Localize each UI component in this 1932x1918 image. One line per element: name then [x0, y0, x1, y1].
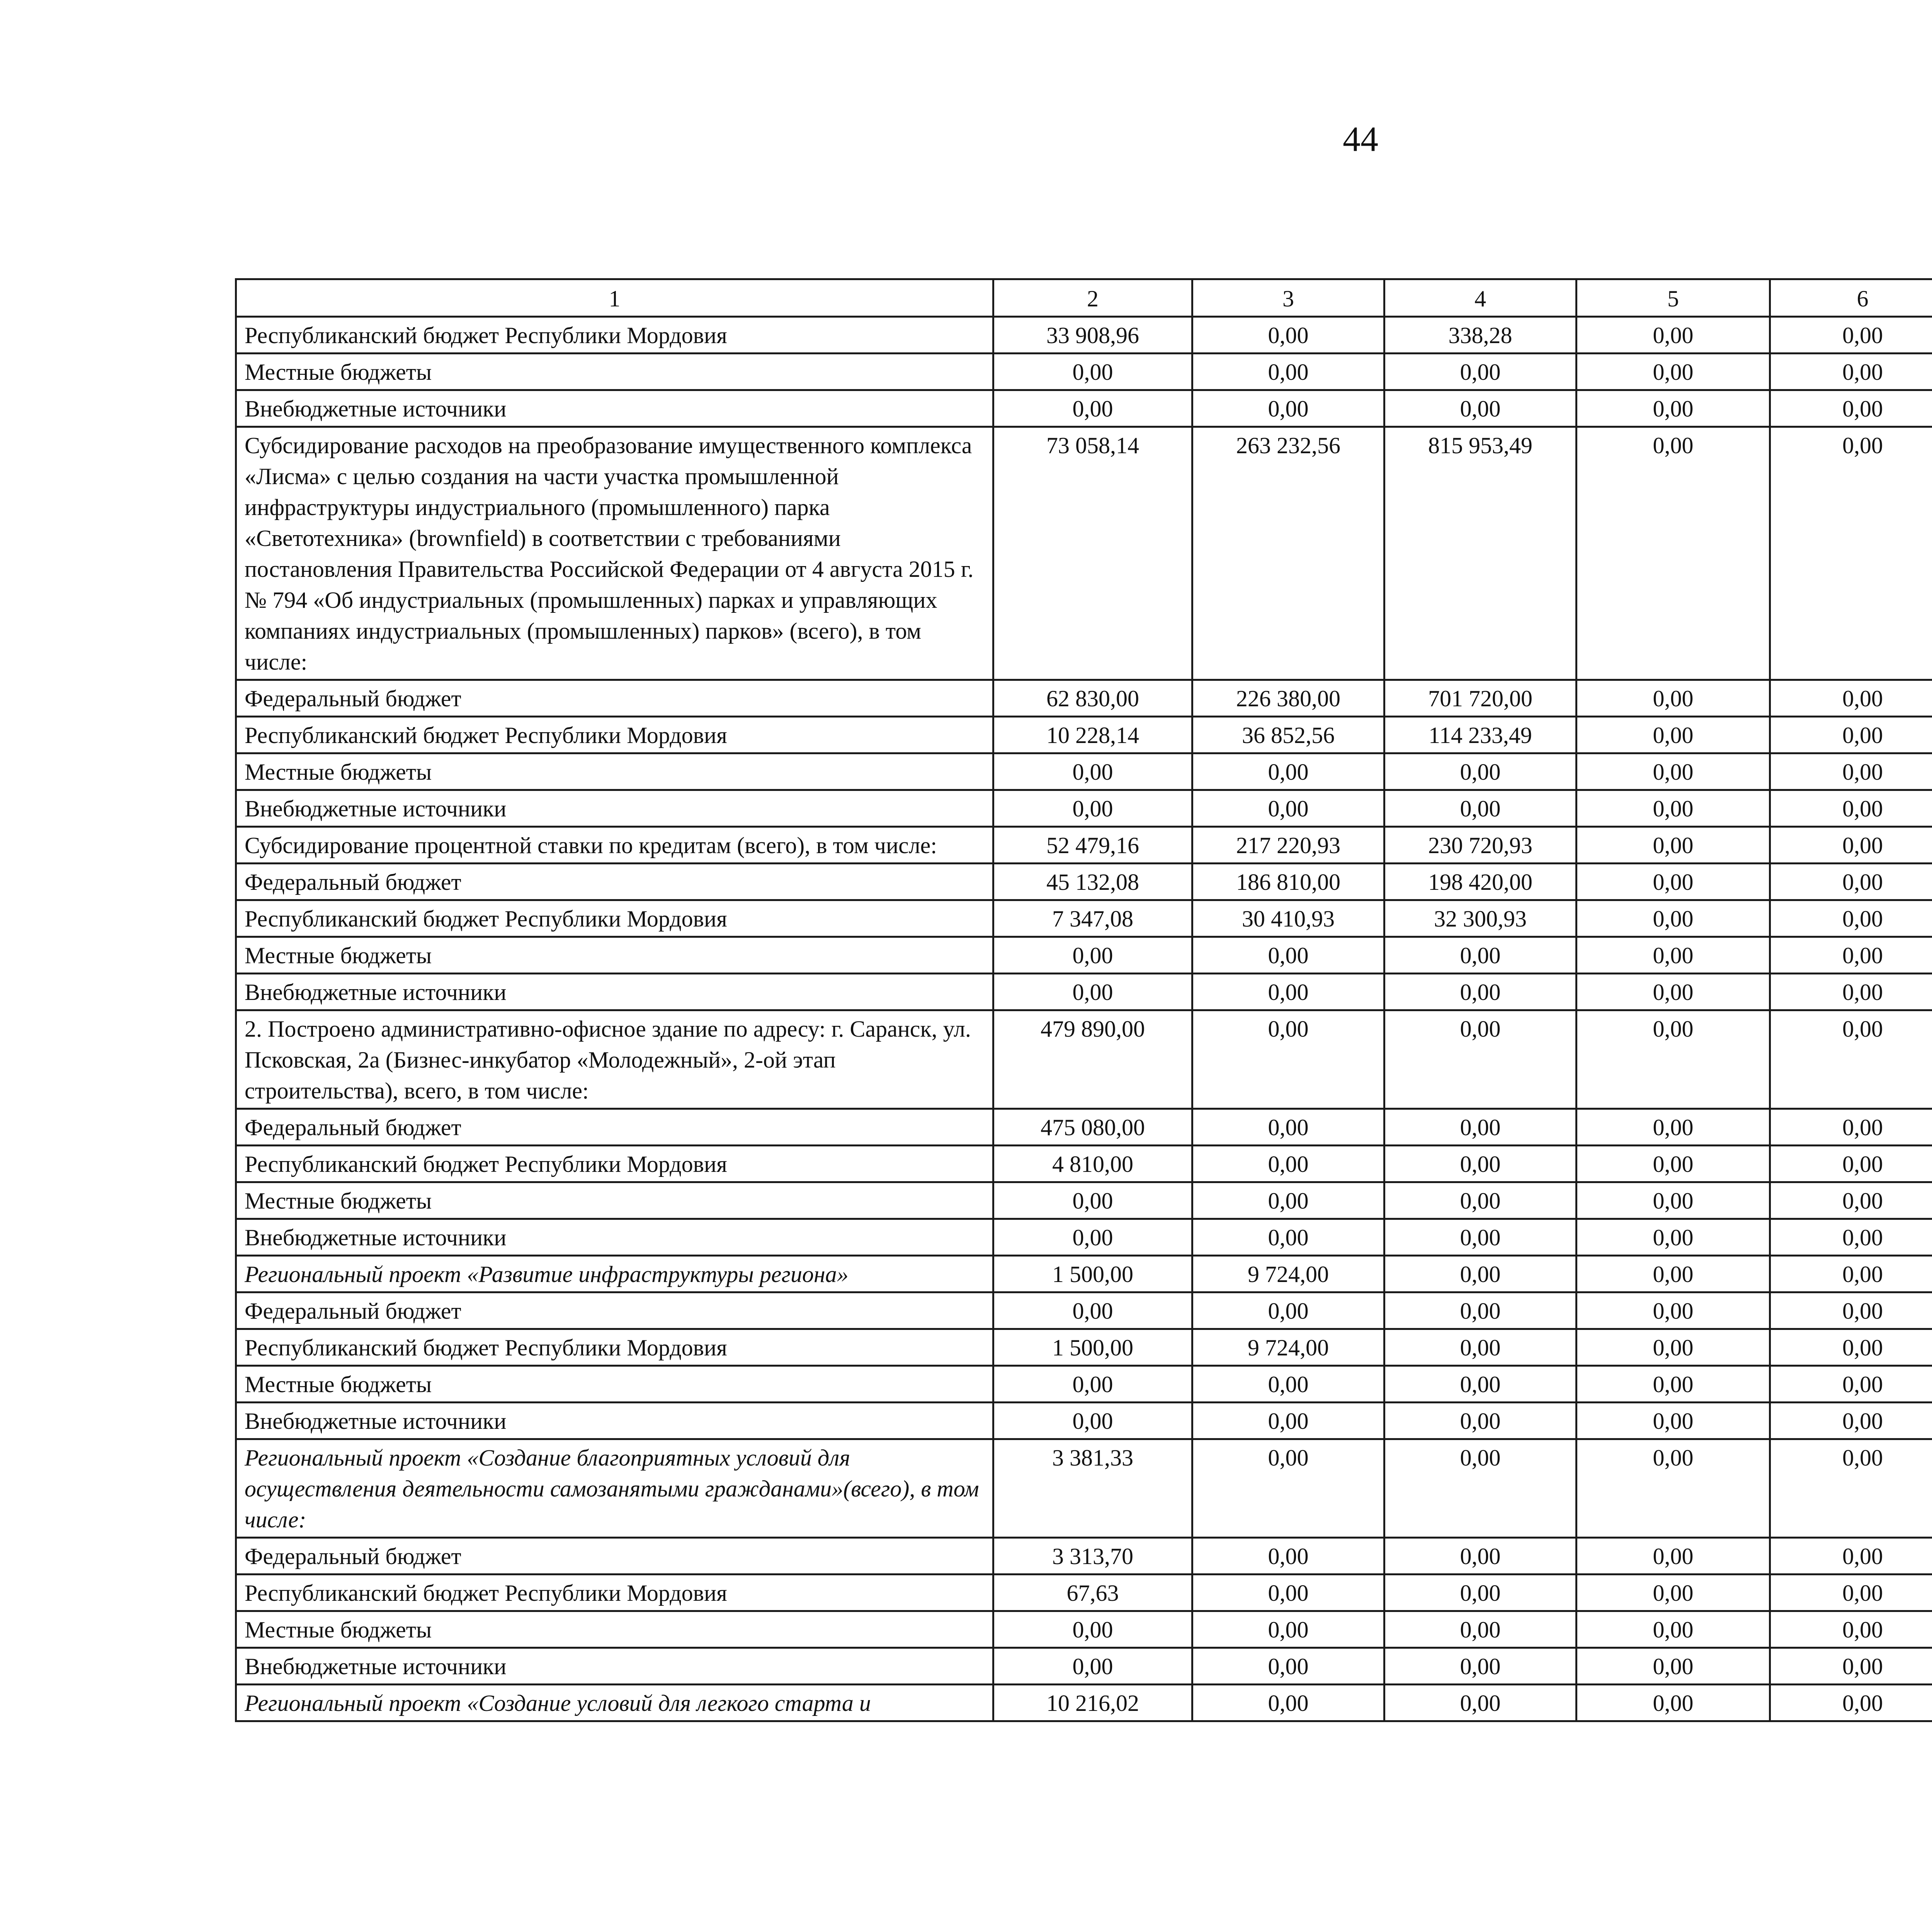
value-cell: 0,00 — [1577, 937, 1770, 974]
value-cell: 0,00 — [1192, 354, 1384, 390]
row-label: Местные бюджеты — [236, 1182, 993, 1219]
value-cell: 0,00 — [1192, 1685, 1384, 1721]
value-cell: 0,00 — [993, 390, 1192, 427]
value-cell: 0,00 — [1577, 827, 1770, 864]
value-cell: 0,00 — [1192, 1219, 1384, 1256]
value-cell: 33 908,96 — [993, 317, 1192, 354]
value-cell: 73 058,14 — [993, 427, 1192, 680]
value-cell: 0,00 — [1384, 1403, 1577, 1439]
value-cell: 0,00 — [1192, 1366, 1384, 1403]
value-cell: 114 233,49 — [1384, 717, 1577, 753]
value-cell: 10 216,02 — [993, 1685, 1192, 1721]
table-row — [236, 354, 1932, 390]
value-cell: 0,00 — [1384, 974, 1577, 1010]
value-cell: 230 720,93 — [1384, 827, 1577, 864]
value-cell: 0,00 — [1192, 974, 1384, 1010]
value-cell: 0,00 — [1384, 1538, 1577, 1575]
row-label: Внебюджетные источники — [236, 1219, 993, 1256]
table-row — [236, 317, 1932, 354]
row-label: Республиканский бюджет Республики Мордовия — [236, 717, 993, 753]
value-cell: 0,00 — [1577, 1329, 1770, 1366]
value-cell: 217 220,93 — [1192, 827, 1384, 864]
row-label: Внебюджетные источники — [236, 1403, 993, 1439]
value-cell: 0,00 — [1384, 1010, 1577, 1109]
row-label: Внебюджетные источники — [236, 974, 993, 1010]
value-cell: 0,00 — [1384, 1685, 1577, 1721]
value-cell: 0,00 — [1770, 1146, 1932, 1182]
value-cell: 0,00 — [1577, 1182, 1770, 1219]
value-cell: 0,00 — [1192, 1109, 1384, 1146]
value-cell: 0,00 — [1770, 790, 1932, 827]
row-label: Федеральный бюджет — [236, 680, 993, 717]
value-cell: 0,00 — [1577, 1292, 1770, 1329]
value-cell: 0,00 — [1577, 1575, 1770, 1611]
value-cell: 0,00 — [1577, 1403, 1770, 1439]
value-cell: 0,00 — [1770, 680, 1932, 717]
value-cell: 0,00 — [1192, 1292, 1384, 1329]
table-row — [236, 1329, 1932, 1366]
value-cell: 0,00 — [993, 753, 1192, 790]
value-cell: 9 724,00 — [1192, 1329, 1384, 1366]
row-label: Республиканский бюджет Республики Мордовия — [236, 1329, 993, 1366]
row-label: Федеральный бюджет — [236, 1109, 993, 1146]
value-cell: 0,00 — [1770, 753, 1932, 790]
row-label: Субсидирование процентной ставки по кредитам (всего), в том числе: — [236, 827, 993, 864]
value-cell: 0,00 — [1192, 1403, 1384, 1439]
value-cell: 0,00 — [1577, 1685, 1770, 1721]
value-cell: 0,00 — [1577, 974, 1770, 1010]
value-cell: 52 479,16 — [993, 827, 1192, 864]
value-cell: 0,00 — [1770, 1403, 1932, 1439]
table-row — [236, 1611, 1932, 1648]
value-cell: 7 347,08 — [993, 900, 1192, 937]
value-cell: 701 720,00 — [1384, 680, 1577, 717]
value-cell: 0,00 — [1192, 753, 1384, 790]
value-cell: 0,00 — [1384, 390, 1577, 427]
row-label: Республиканский бюджет Республики Мордовия — [236, 1575, 993, 1611]
value-cell: 0,00 — [1577, 864, 1770, 900]
budget-table — [235, 278, 1932, 1722]
value-cell: 45 132,08 — [993, 864, 1192, 900]
table-row — [236, 1256, 1932, 1292]
value-cell: 0,00 — [1577, 1366, 1770, 1403]
value-cell: 0,00 — [1192, 1439, 1384, 1538]
value-cell: 4 810,00 — [993, 1146, 1192, 1182]
value-cell: 0,00 — [1577, 390, 1770, 427]
value-cell: 0,00 — [1577, 1146, 1770, 1182]
row-label: Федеральный бюджет — [236, 1538, 993, 1575]
value-cell: 0,00 — [1770, 1292, 1932, 1329]
value-cell: 0,00 — [1577, 1256, 1770, 1292]
value-cell: 62 830,00 — [993, 680, 1192, 717]
value-cell: 0,00 — [1770, 1219, 1932, 1256]
row-label: Местные бюджеты — [236, 354, 993, 390]
table-row — [236, 1648, 1932, 1685]
value-cell: 0,00 — [1577, 790, 1770, 827]
value-cell: 9 724,00 — [1192, 1256, 1384, 1292]
value-cell: 32 300,93 — [1384, 900, 1577, 937]
table-row — [236, 1575, 1932, 1611]
value-cell: 0,00 — [1770, 1366, 1932, 1403]
row-label: Внебюджетные источники — [236, 790, 993, 827]
value-cell: 0,00 — [1384, 937, 1577, 974]
value-cell: 338,28 — [1384, 317, 1577, 354]
value-cell: 0,00 — [993, 1648, 1192, 1685]
table-row — [236, 1010, 1932, 1109]
value-cell: 0,00 — [1384, 790, 1577, 827]
row-label: Местные бюджеты — [236, 753, 993, 790]
value-cell: 0,00 — [1192, 937, 1384, 974]
column-header: 3 — [1192, 279, 1384, 317]
value-cell: 0,00 — [1192, 1010, 1384, 1109]
value-cell: 0,00 — [1192, 1611, 1384, 1648]
column-header: 2 — [993, 279, 1192, 317]
value-cell: 0,00 — [1192, 1146, 1384, 1182]
value-cell: 0,00 — [1384, 1109, 1577, 1146]
row-label: Республиканский бюджет Республики Мордовия — [236, 900, 993, 937]
value-cell: 0,00 — [1577, 1219, 1770, 1256]
table-row — [236, 900, 1932, 937]
value-cell: 0,00 — [1577, 1648, 1770, 1685]
value-cell: 0,00 — [1192, 790, 1384, 827]
value-cell: 0,00 — [1770, 1109, 1932, 1146]
value-cell: 0,00 — [993, 354, 1192, 390]
row-label: Региональный проект «Развитие инфраструктуры региона» — [236, 1256, 993, 1292]
value-cell: 0,00 — [1770, 427, 1932, 680]
value-cell: 479 890,00 — [993, 1010, 1192, 1109]
value-cell: 0,00 — [993, 1611, 1192, 1648]
row-label: Внебюджетные источники — [236, 1648, 993, 1685]
row-label: 2. Построено административно-офисное здание по адресу: г. Саранск, ул. Псковская, 2а (Бизнес-инкубатор «Молодежный», 2-ой этап строительства), всего, в том числе: — [236, 1010, 993, 1109]
value-cell: 0,00 — [993, 1182, 1192, 1219]
value-cell: 0,00 — [1577, 900, 1770, 937]
row-label: Республиканский бюджет Республики Мордовия — [236, 317, 993, 354]
value-cell: 475 080,00 — [993, 1109, 1192, 1146]
value-cell: 0,00 — [1577, 1439, 1770, 1538]
table-row — [236, 717, 1932, 753]
column-header: 6 — [1770, 279, 1932, 317]
table-row — [236, 390, 1932, 427]
value-cell: 0,00 — [1192, 1648, 1384, 1685]
value-cell: 0,00 — [1192, 317, 1384, 354]
value-cell: 0,00 — [1770, 1648, 1932, 1685]
table-row — [236, 680, 1932, 717]
value-cell: 0,00 — [993, 1366, 1192, 1403]
row-label: Местные бюджеты — [236, 1611, 993, 1648]
value-cell: 0,00 — [1384, 1611, 1577, 1648]
table-row — [236, 1685, 1932, 1721]
value-cell: 0,00 — [1192, 1182, 1384, 1219]
value-cell: 0,00 — [1192, 1575, 1384, 1611]
table-row — [236, 1109, 1932, 1146]
table-row — [236, 827, 1932, 864]
value-cell: 0,00 — [1770, 937, 1932, 974]
table-row — [236, 1146, 1932, 1182]
value-cell: 0,00 — [1770, 1256, 1932, 1292]
row-label: Субсидирование расходов на преобразование имущественного комплекса «Лисма» с целью создания на части участка промышленной инфраструктуры индустриального (промышленного) парка «Светотехника» (brownfield) в соответствии с требованиями постановления Правительства Российской Федерации от 4 августа 2015 г. № 794 «Об индустриальных (промышленных) парках и управляющих компаниях индустриальных (промышленных) парков» (всего), в том числе: — [236, 427, 993, 680]
row-label: Местные бюджеты — [236, 1366, 993, 1403]
value-cell: 0,00 — [1770, 1329, 1932, 1366]
row-label: Федеральный бюджет — [236, 1292, 993, 1329]
value-cell: 0,00 — [1770, 1611, 1932, 1648]
value-cell: 0,00 — [1577, 717, 1770, 753]
value-cell: 3 381,33 — [993, 1439, 1192, 1538]
value-cell: 0,00 — [1770, 974, 1932, 1010]
table-row — [236, 790, 1932, 827]
value-cell: 0,00 — [993, 974, 1192, 1010]
page-number: 44 — [1343, 119, 1378, 159]
value-cell: 0,00 — [993, 1403, 1192, 1439]
value-cell: 0,00 — [1192, 390, 1384, 427]
value-cell: 0,00 — [1384, 354, 1577, 390]
value-cell: 186 810,00 — [1192, 864, 1384, 900]
value-cell: 0,00 — [993, 1292, 1192, 1329]
row-label: Местные бюджеты — [236, 937, 993, 974]
value-cell: 0,00 — [1384, 1329, 1577, 1366]
value-cell: 0,00 — [1577, 354, 1770, 390]
value-cell: 0,00 — [1384, 1182, 1577, 1219]
value-cell: 36 852,56 — [1192, 717, 1384, 753]
value-cell: 0,00 — [1384, 1146, 1577, 1182]
value-cell: 0,00 — [1192, 1538, 1384, 1575]
column-number-row — [236, 279, 1932, 317]
value-cell: 0,00 — [993, 937, 1192, 974]
value-cell: 0,00 — [1770, 900, 1932, 937]
row-label: Федеральный бюджет — [236, 864, 993, 900]
value-cell: 0,00 — [1770, 1182, 1932, 1219]
value-cell: 0,00 — [1384, 1439, 1577, 1538]
value-cell: 0,00 — [1770, 1439, 1932, 1538]
value-cell: 0,00 — [1770, 1010, 1932, 1109]
value-cell: 3 313,70 — [993, 1538, 1192, 1575]
value-cell: 0,00 — [1577, 753, 1770, 790]
column-header: 1 — [236, 279, 993, 317]
row-label: Республиканский бюджет Республики Мордовия — [236, 1146, 993, 1182]
value-cell: 0,00 — [1770, 717, 1932, 753]
value-cell: 0,00 — [1770, 1575, 1932, 1611]
table-row — [236, 974, 1932, 1010]
row-label: Региональный проект «Создание условий для легкого старта и — [236, 1685, 993, 1721]
value-cell: 226 380,00 — [1192, 680, 1384, 717]
value-cell: 0,00 — [1577, 1109, 1770, 1146]
value-cell: 0,00 — [993, 1219, 1192, 1256]
table-row — [236, 1439, 1932, 1538]
table-row — [236, 1292, 1932, 1329]
table-row — [236, 1403, 1932, 1439]
value-cell: 0,00 — [1384, 1575, 1577, 1611]
value-cell: 0,00 — [1384, 1292, 1577, 1329]
value-cell: 0,00 — [1770, 390, 1932, 427]
value-cell: 0,00 — [1770, 354, 1932, 390]
value-cell: 30 410,93 — [1192, 900, 1384, 937]
value-cell: 0,00 — [1770, 1538, 1932, 1575]
table-row — [236, 1182, 1932, 1219]
value-cell: 263 232,56 — [1192, 427, 1384, 680]
table-row — [236, 937, 1932, 974]
value-cell: 0,00 — [1577, 1010, 1770, 1109]
table-row — [236, 753, 1932, 790]
value-cell: 0,00 — [1384, 1648, 1577, 1685]
value-cell: 0,00 — [1384, 1256, 1577, 1292]
value-cell: 1 500,00 — [993, 1329, 1192, 1366]
value-cell: 0,00 — [1577, 1538, 1770, 1575]
value-cell: 0,00 — [1770, 317, 1932, 354]
value-cell: 0,00 — [1384, 1219, 1577, 1256]
table-row — [236, 1366, 1932, 1403]
value-cell: 10 228,14 — [993, 717, 1192, 753]
value-cell: 1 500,00 — [993, 1256, 1192, 1292]
value-cell: 198 420,00 — [1384, 864, 1577, 900]
value-cell: 0,00 — [1577, 1611, 1770, 1648]
table-row — [236, 864, 1932, 900]
value-cell: 0,00 — [1384, 753, 1577, 790]
value-cell: 815 953,49 — [1384, 427, 1577, 680]
table-row — [236, 1219, 1932, 1256]
value-cell: 0,00 — [1384, 1366, 1577, 1403]
value-cell: 0,00 — [1770, 1685, 1932, 1721]
value-cell: 67,63 — [993, 1575, 1192, 1611]
value-cell: 0,00 — [1577, 427, 1770, 680]
value-cell: 0,00 — [1577, 317, 1770, 354]
table-row — [236, 427, 1932, 680]
column-header: 4 — [1384, 279, 1577, 317]
row-label: Региональный проект «Создание благоприятных условий для осуществления деятельности самозанятыми гражданами»(всего), в том числе: — [236, 1439, 993, 1538]
value-cell: 0,00 — [993, 790, 1192, 827]
value-cell: 0,00 — [1770, 827, 1932, 864]
value-cell: 0,00 — [1577, 680, 1770, 717]
column-header: 5 — [1577, 279, 1770, 317]
row-label: Внебюджетные источники — [236, 390, 993, 427]
value-cell: 0,00 — [1770, 864, 1932, 900]
table-row — [236, 1538, 1932, 1575]
